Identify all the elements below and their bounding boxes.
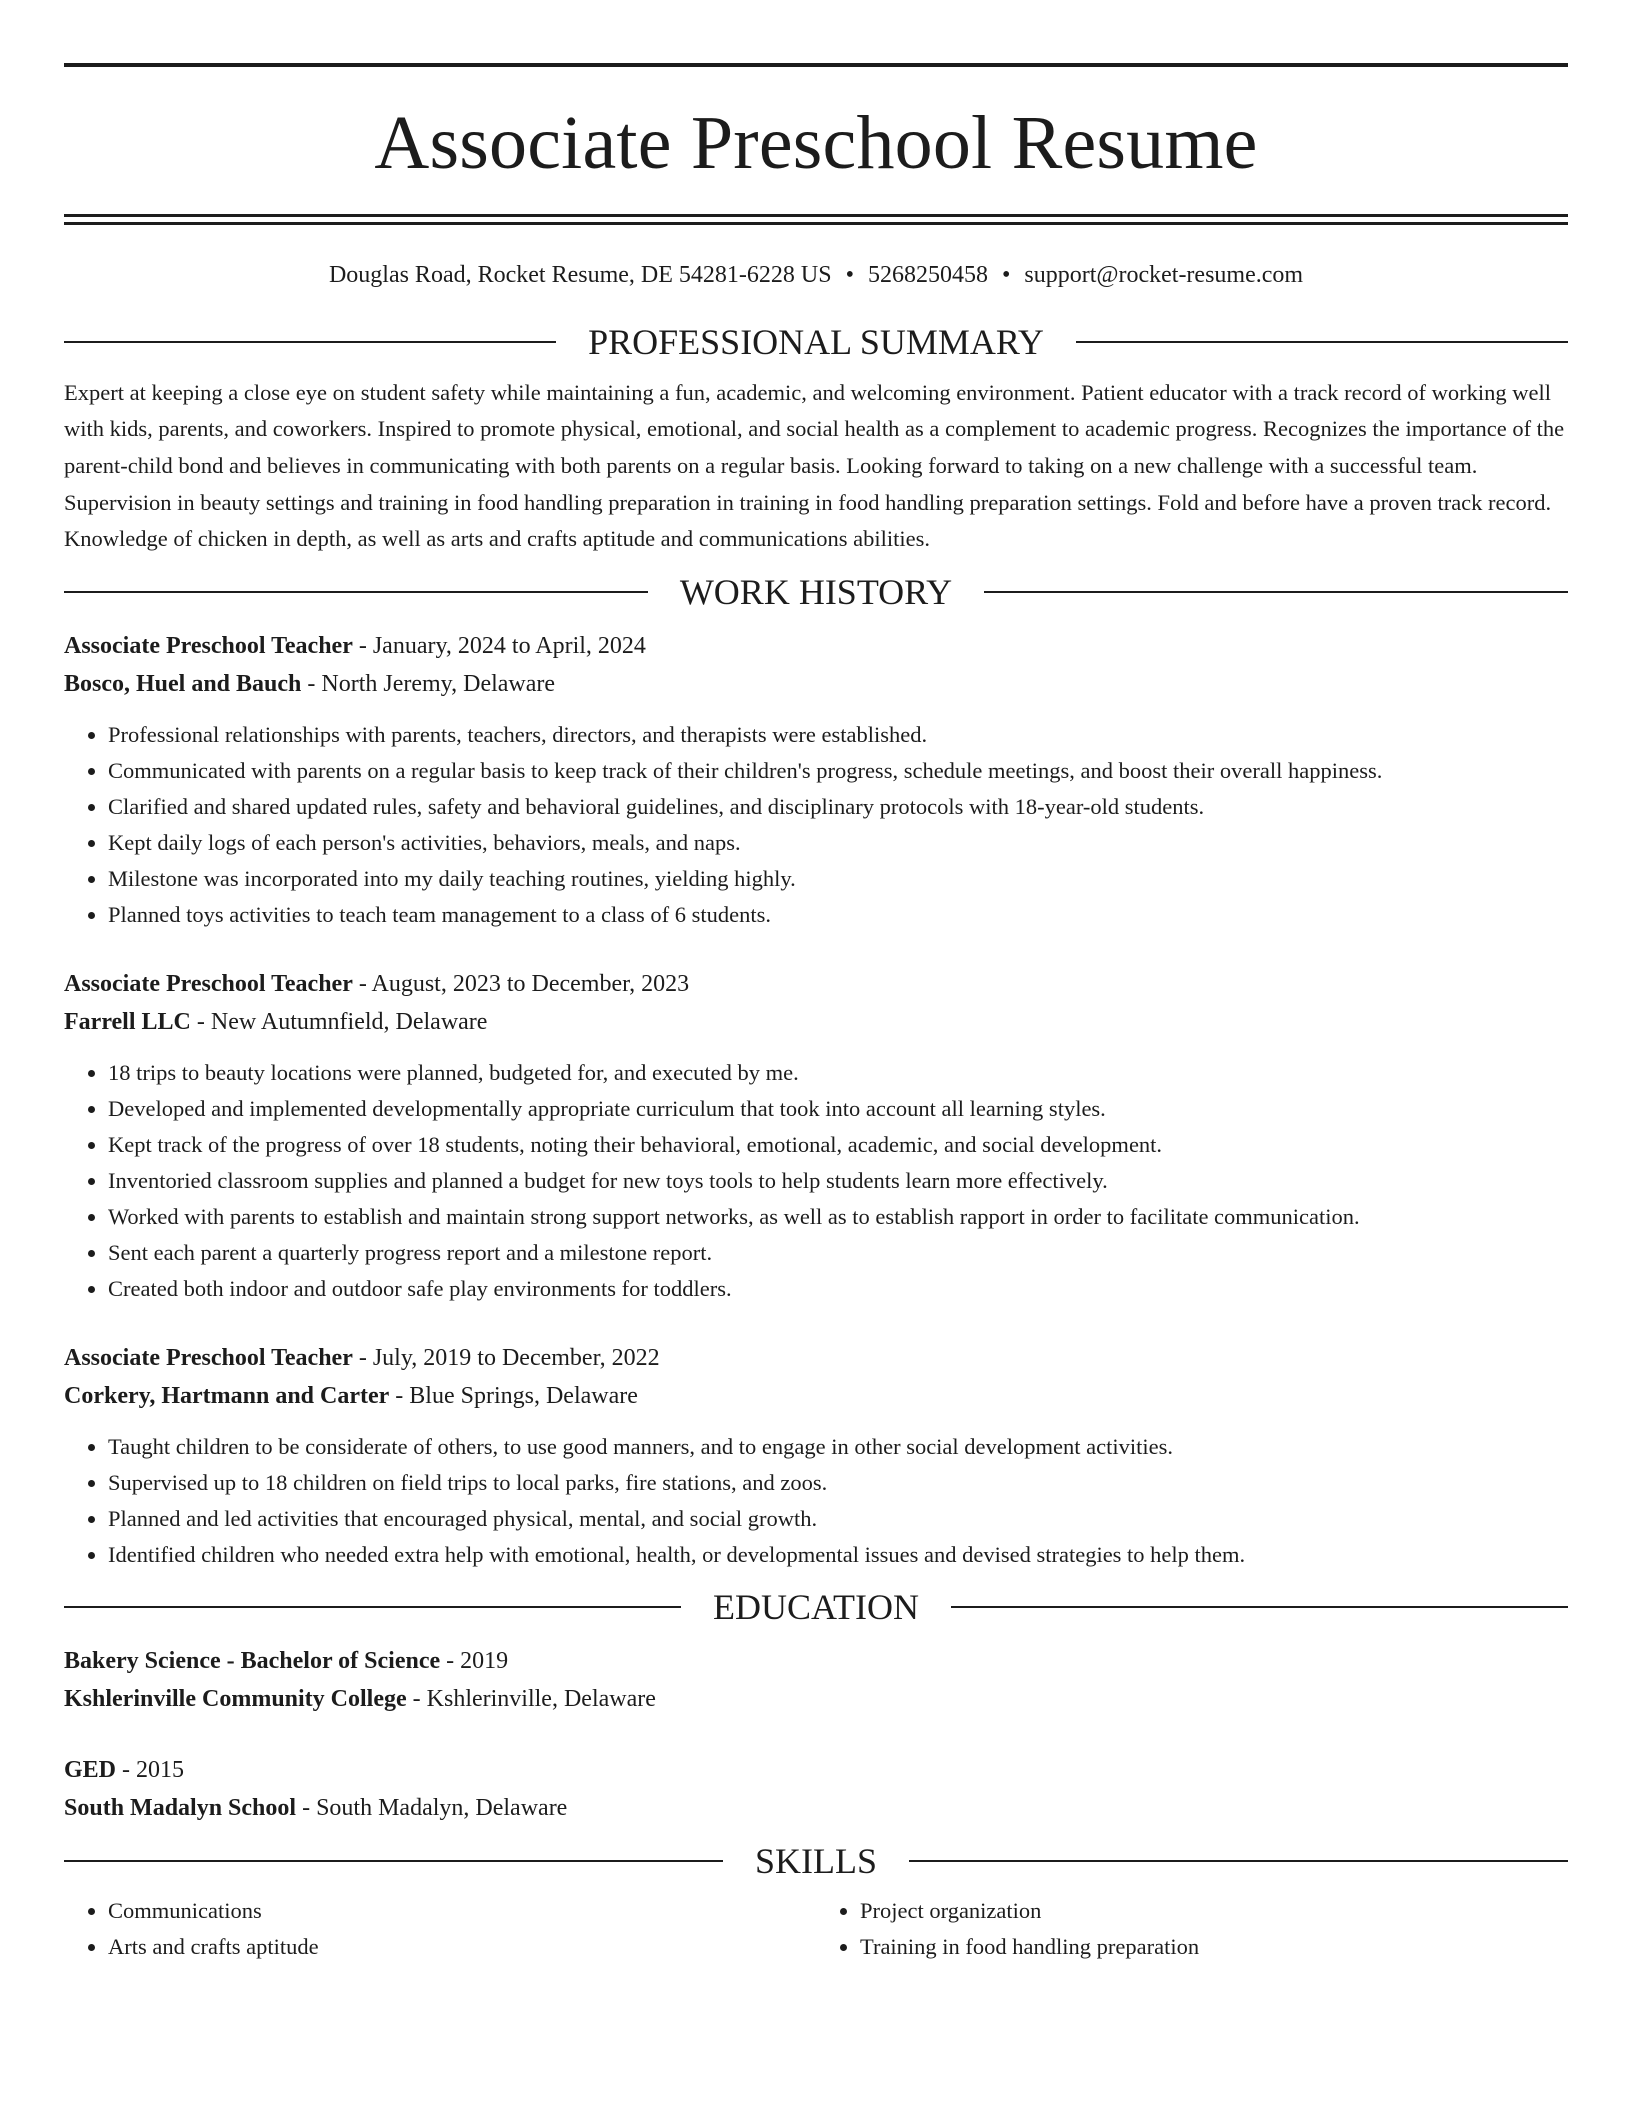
job-bullet: • Developed and implemented developmentally appropriate curriculum that took into account all learning styles. — [108, 1091, 1568, 1127]
job-bullet: • Supervised up to 18 children on field trips to local parks, fire stations, and zoos. — [108, 1465, 1568, 1501]
job-location: - Blue Springs, Delaware — [389, 1382, 638, 1409]
job-dates: - August, 2023 to December, 2023 — [352, 970, 690, 997]
resume-title: Associate Preschool Resume — [374, 101, 1258, 185]
job-bullet: • Professional relationships with parents, teachers, directors, and therapists were established. — [108, 717, 1568, 753]
section-title-work-history: WORK HISTORY — [679, 571, 953, 612]
job-bullet: • Planned and led activities that encouraged physical, mental, and social growth. — [108, 1501, 1568, 1537]
education-school: South Madalyn School — [64, 1794, 297, 1821]
job-company: Bosco, Huel and Bauch — [64, 670, 302, 697]
job-bullet: • Taught children to be considerate of others, to use good manners, and to engage in other social development activities. — [108, 1429, 1568, 1465]
contact-phone: 5268250458 — [867, 262, 988, 288]
section-header-work-history — [64, 571, 1568, 612]
job-title: Associate Preschool Teacher — [64, 1344, 353, 1371]
education-degree-line — [64, 1642, 1568, 1680]
job-title-line — [64, 1339, 1568, 1377]
job-location: - New Autumnfield, Delaware — [190, 1008, 488, 1035]
job-bullet: • Kept daily logs of each person's activities, behaviors, meals, and naps. — [108, 825, 1568, 861]
job-bullet: • Created both indoor and outdoor safe play environments for toddlers. — [108, 1271, 1568, 1307]
contact-line — [64, 261, 1568, 290]
job-entry — [64, 965, 1568, 1307]
skills-grid — [64, 1893, 1568, 1965]
education-degree-line — [64, 1751, 1568, 1789]
job-dates: - July, 2019 to December, 2022 — [352, 1344, 660, 1371]
job-entry — [64, 1339, 1568, 1573]
job-bullets — [64, 1429, 1568, 1573]
job-bullet: • Planned toys activities to teach team management to a class of 6 students. — [108, 897, 1568, 933]
skills-column-right — [816, 1893, 1568, 1965]
education-school: Kshlerinville Community College — [64, 1685, 407, 1712]
education-location: - South Madalyn, Delaware — [296, 1794, 568, 1821]
education-year: - 2019 — [440, 1647, 509, 1674]
job-company-line — [64, 665, 1568, 703]
job-bullet: • Kept track of the progress of over 18 students, noting their behavioral, emotional, academic, and social development. — [108, 1127, 1568, 1163]
section-rule-left — [64, 1860, 723, 1862]
section-title-skills: SKILLS — [755, 1840, 878, 1881]
education-degree: Bakery Science - Bachelor of Science — [64, 1647, 441, 1674]
job-dates: - January, 2024 to April, 2024 — [352, 632, 646, 659]
job-bullet: • Inventoried classroom supplies and planned a budget for new toys tools to help students learn more effectively. — [108, 1163, 1568, 1199]
education-school-line — [64, 1789, 1568, 1827]
section-rule-left — [64, 341, 556, 343]
section-rule-right — [951, 1606, 1568, 1608]
top-rule — [64, 63, 1568, 67]
job-title: Associate Preschool Teacher — [64, 970, 353, 997]
skill-item: • Training in food handling preparation — [860, 1929, 1568, 1965]
job-company: Corkery, Hartmann and Carter — [64, 1382, 390, 1409]
job-location: - North Jeremy, Delaware — [301, 670, 556, 697]
education-entry — [64, 1642, 1568, 1718]
section-title-education: EDUCATION — [713, 1586, 919, 1627]
job-title-line — [64, 965, 1568, 1003]
education-school-line — [64, 1680, 1568, 1718]
job-bullet: • Worked with parents to establish and maintain strong support networks, as well as to establish rapport in order to facilitate communication. — [108, 1199, 1568, 1235]
education-entry — [64, 1751, 1568, 1827]
job-bullet: • Communicated with parents on a regular basis to keep track of their children's progress, schedule meetings, and boost their overall happiness. — [108, 753, 1568, 789]
job-company: Farrell LLC — [64, 1008, 191, 1035]
job-title: Associate Preschool Teacher — [64, 632, 353, 659]
job-entry — [64, 627, 1568, 933]
section-rule-right — [984, 591, 1568, 593]
contact-separator: • — [1001, 262, 1011, 288]
job-bullet: • 18 trips to beauty locations were planned, budgeted for, and executed by me. — [108, 1055, 1568, 1091]
title-double-rule — [64, 214, 1568, 225]
section-rule-left — [64, 1606, 681, 1608]
contact-address: Douglas Road, Rocket Resume, DE 54281-6228 US — [328, 262, 832, 288]
skill-item: • Project organization — [860, 1893, 1568, 1929]
job-bullets — [64, 1055, 1568, 1307]
job-company-line — [64, 1003, 1568, 1041]
education-location: - Kshlerinville, Delaware — [406, 1685, 656, 1712]
section-rule-left — [64, 591, 648, 593]
education-year: - 2015 — [116, 1756, 185, 1783]
professional-summary-text: Expert at keeping a close eye on student safety while maintaining a fun, academic, and welcoming environment. Patient educator with a track record of working well with kids, parents, and coworkers. Inspired to promote physical, emotional, and social health as a complement to academic progress. Recognizes the importance of the parent-child bond and believes in communicating with both parents on a regular basis. Looking forward to taking on a new challenge with a successful team. Supervision in beauty settings and training in food handling preparation in training in food handling preparation settings. Fold and before have a proven track record. Knowledge of chicken in depth, as well as arts and crafts aptitude and communications abilities. — [64, 379, 1565, 552]
job-bullet: • Milestone was incorporated into my daily teaching routines, yielding highly. — [108, 861, 1568, 897]
skill-item: • Communications — [108, 1893, 816, 1929]
section-title-summary: PROFESSIONAL SUMMARY — [588, 321, 1044, 362]
job-title-line — [64, 627, 1568, 665]
section-rule-right — [1076, 341, 1568, 343]
job-company-line — [64, 1377, 1568, 1415]
contact-email: support@rocket-resume.com — [1024, 262, 1304, 288]
skills-column-left — [64, 1893, 816, 1965]
section-header-skills — [64, 1840, 1568, 1881]
job-bullet: • Sent each parent a quarterly progress report and a milestone report. — [108, 1235, 1568, 1271]
contact-separator: • — [845, 262, 854, 288]
education-degree: GED — [64, 1756, 117, 1783]
skill-item: • Arts and crafts aptitude — [108, 1929, 816, 1965]
job-bullet: • Identified children who needed extra help with emotional, health, or developmental issues and devised strategies to help them. — [108, 1537, 1568, 1573]
job-bullets — [64, 717, 1568, 933]
job-bullet: • Clarified and shared updated rules, safety and behavioral guidelines, and disciplinary protocols with 18-year-old students. — [108, 789, 1568, 825]
section-rule-right — [909, 1860, 1568, 1862]
section-header-education — [64, 1586, 1568, 1627]
section-header-summary — [64, 321, 1568, 362]
